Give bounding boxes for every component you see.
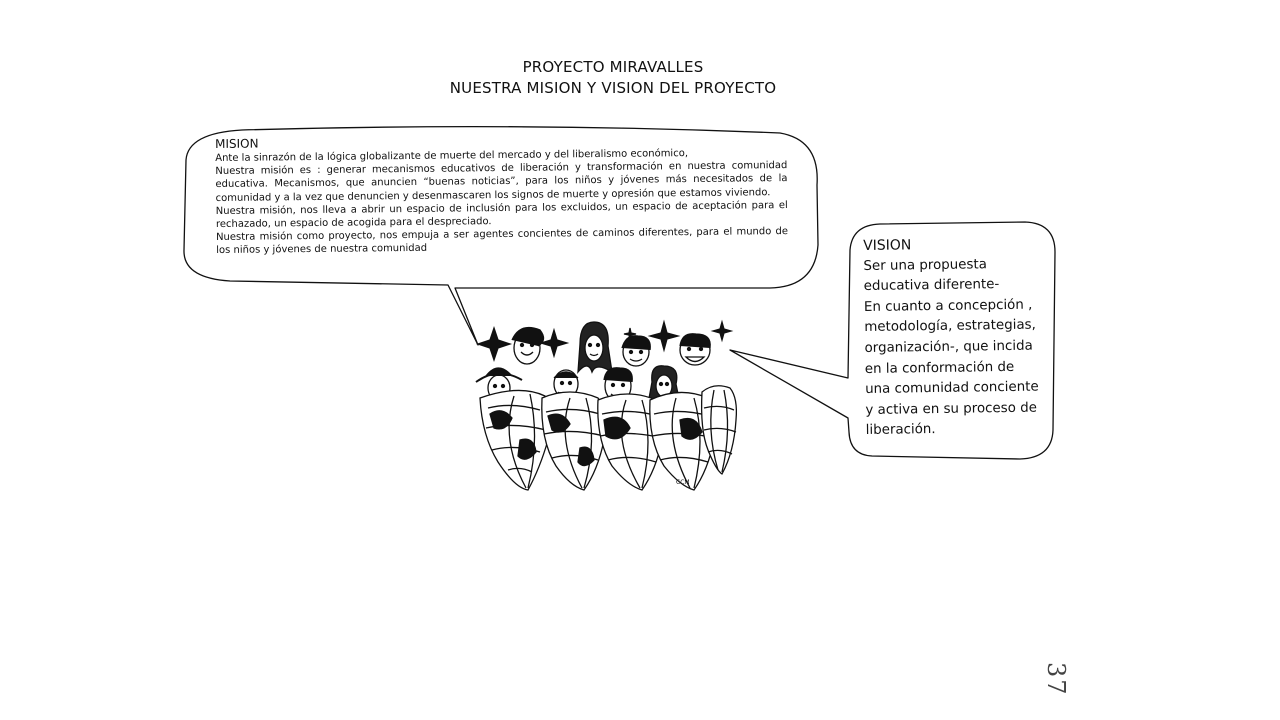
vision-line: una comunidad conciente bbox=[865, 379, 1039, 398]
vision-heading: VISION bbox=[863, 237, 912, 254]
person-icon bbox=[578, 322, 612, 372]
people-globes-illustration bbox=[476, 322, 736, 490]
page-subtitle: NUESTRA MISION Y VISION DEL PROYECTO bbox=[449, 79, 777, 97]
mision-heading: MISION bbox=[215, 136, 259, 151]
vision-line: Ser una propuesta bbox=[863, 256, 988, 274]
globe-icon bbox=[480, 390, 550, 490]
illustration-signature: CCM bbox=[676, 479, 690, 486]
page-number: 37 bbox=[1042, 662, 1070, 697]
vision-line: en la conformación de bbox=[864, 359, 1015, 377]
mision-paragraph: Nuestra misión como proyecto, nos empuja a ser agentes concientes de caminos diferentes, para el mundo de los niños y jóvenes de nuestra comunidad bbox=[215, 226, 789, 257]
vision-line: En cuanto a concepción , bbox=[863, 297, 1033, 315]
vision-line: y activa en su proceso de bbox=[865, 400, 1038, 418]
vision-line: liberación. bbox=[865, 422, 936, 439]
vision-line: educativa diferente- bbox=[863, 277, 1000, 295]
person-icon bbox=[622, 336, 650, 366]
page-title: PROYECTO MIRAVALLES bbox=[522, 58, 704, 76]
mision-paragraph: Ante la sinrazón de la lógica globalizante de muerte del mercado y del liberalismo económico, bbox=[215, 148, 689, 164]
vision-line: metodología, estrategias, bbox=[864, 317, 1036, 336]
vision-text-block bbox=[863, 233, 1048, 441]
person-icon bbox=[680, 334, 710, 365]
vision-line: organización-, que incida bbox=[864, 338, 1033, 356]
person-icon bbox=[512, 328, 544, 364]
globe-icon bbox=[542, 392, 605, 490]
mision-paragraph: Nuestra misión, nos lleva a abrir un espacio de inclusión para los excluidos, un espacio de aceptación para el rechazado, un espacio de acogida para el despreciado. bbox=[215, 199, 788, 231]
mision-paragraph: Nuestra misión es : generar mecanismos educativos de liberación y transformación en nuestra comunidad educativa. Mecanismos, que anuncien “buenas noticias”, para los niños y jóvenes más necesitados de la comunidad y a la vez que denuncien y desenmascaren los signos de muerte y opresión que estamos viviendo. bbox=[215, 160, 788, 204]
mision-text-block bbox=[215, 131, 788, 275]
